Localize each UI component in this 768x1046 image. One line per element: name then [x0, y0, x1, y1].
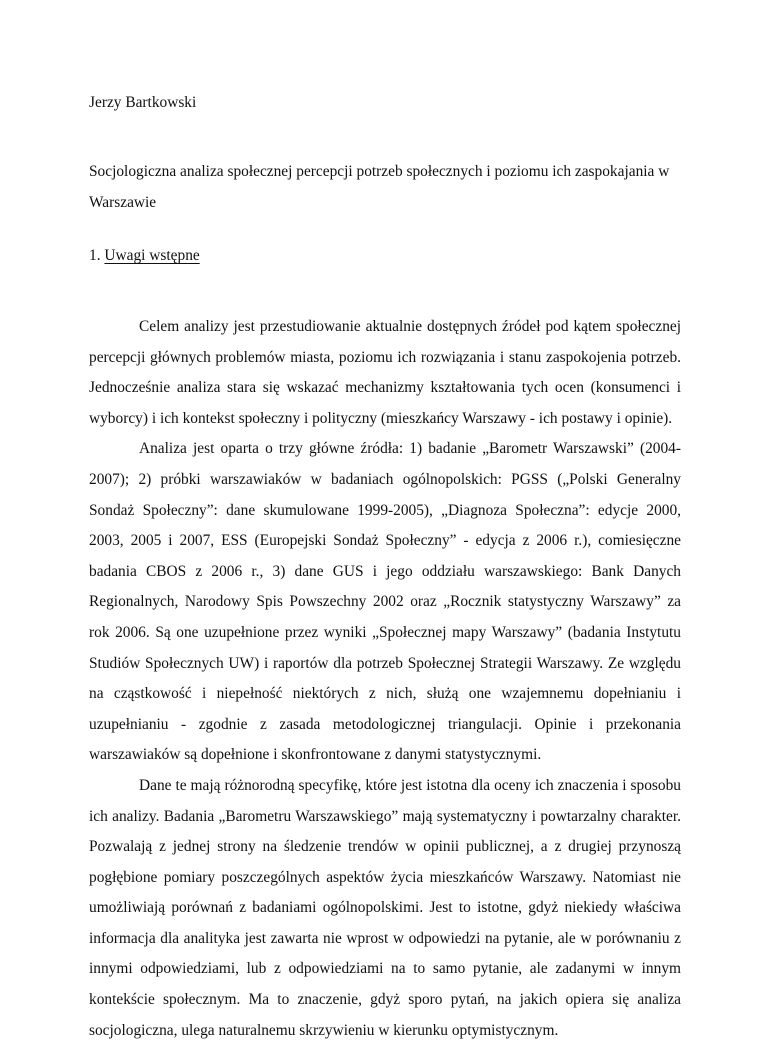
section-heading	[89, 241, 200, 272]
author-name: Jerzy Bartkowski	[89, 94, 197, 111]
paragraph-3: Dane te mają różnorodną specyfikę, które jest istotna dla oceny ich znaczenia i sposobu ich analizy. Badania „Barometru Warszawskiego” mają systematyczny i powtarzalny charakter. Pozwalają z jednej strony na śledzenie trendów w opinii publicznej, a z drugiej przynoszą pogłębione pomiary poszczególnych aspektów życia mieszkańców Warszawy. Natomiast nie umożliwiają porównań z badaniami ogólnopolskimi. Jest to istotne, gdyż niekiedy właściwa informacja dla analityka jest zawarta nie wprost w odpowiedzi na pytanie, ale w porównaniu z innymi odpowiedziami, lub z odpowiedziami na to samo pytanie, ale zadanymi w innym kontekście społecznym. Ma to znaczenie, gdyż sporo pytań, na jakich opiera się analiza socjologiczna, ulega naturalnemu skrzywieniu w kierunku optymistycznym.	[89, 776, 681, 1039]
paragraph-2: Analiza jest oparta o trzy główne źródła: 1) badanie „Barometr Warszawski” (2004-2007); 2) próbki warszawiaków w badaniach ogólnopolskich: PGSS („Polski Generalny Sondaż Społeczny”: dane skumulowane 1999-2005), „Diagnoza Społeczna”: edycje 2000, 2003, 2005 i 2007, ESS (Europejski Sondaż Społeczny” - edycja z 2006 r.), comiesięczne badania CBOS z 2006 r., 3) dane GUS i jego oddziału warszawskiego: Bank Danych Regionalnych, Narodowy Spis Powszechny 2002 oraz „Rocznik statystyczny Warszawy” za rok 2006. Są one uzupełnione przez wyniki „Społecznej mapy Warszawy” (badania Instytutu Studiów Społecznych UW) i raportów dla potrzeb Społecznej Strategii Warszawy. Ze względu na cząstkowość i niepełność niektórych z nich, służą one wzajemnemu dopełnianiu i uzupełnianiu - zgodnie z zasada metodologicznej triangulacji. Opinie i przekonania warszawiaków są dopełnione i skonfrontowane z danymi statystycznymi.	[89, 440, 681, 764]
section-number: 1.	[89, 247, 101, 264]
body-text	[89, 312, 681, 1046]
section-heading-text: Uwagi wstępne	[104, 247, 200, 264]
document-page	[89, 0, 681, 1039]
document-title: Socjologiczna analiza społecznej percepcji potrzeb społecznych i poziomu ich zaspokajania w Warszawie	[89, 163, 670, 211]
paragraph-1: Celem analizy jest przestudiowanie aktualnie dostępnych źródeł pod kątem społecznej percepcji głównych problemów miasta, poziomu ich rozwiązania i stanu zaspokojenia potrzeb. Jednocześnie analiza stara się wskazać mechanizmy kształtowania tych ocen (konsumenci i wyborcy) i ich kontekst społeczny i polityczny (mieszkańcy Warszawy - ich postawy i opinie).	[89, 318, 681, 427]
